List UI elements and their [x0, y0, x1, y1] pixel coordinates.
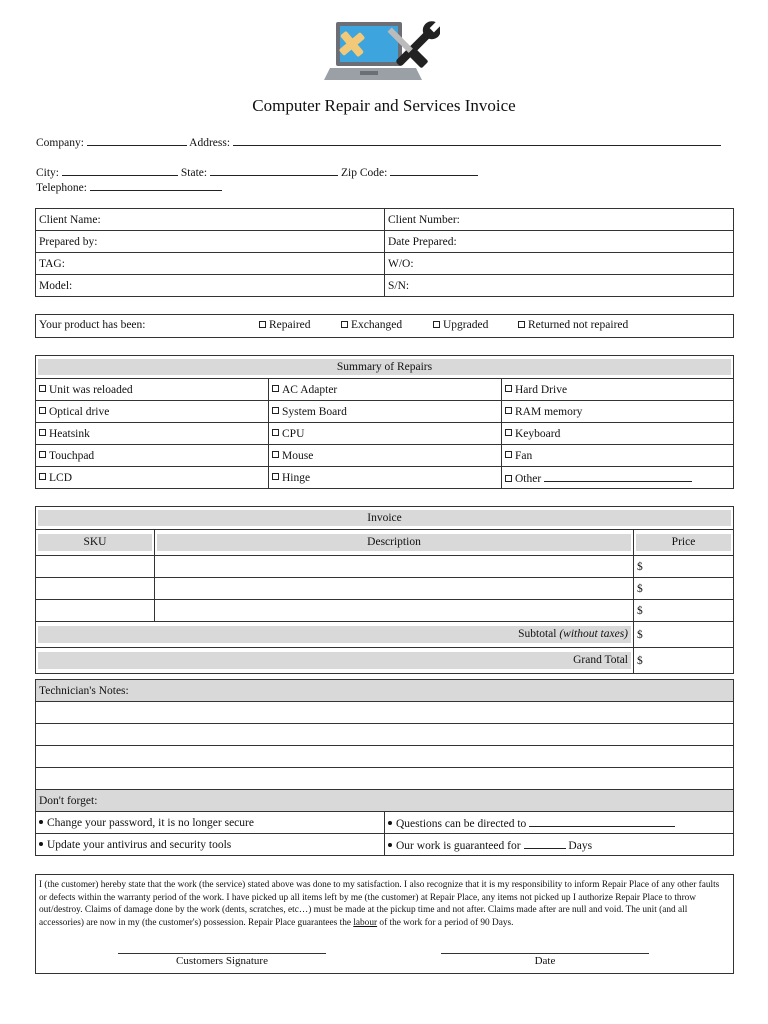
- technician-notes-table: [35, 679, 734, 856]
- table-row: [36, 556, 734, 578]
- table-row: [36, 790, 734, 812]
- summary-of-repairs-table: [35, 355, 734, 489]
- company-address-row: [36, 134, 721, 149]
- repair-ram-memory[interactable]: RAM memory: [502, 401, 734, 423]
- table-row: [36, 379, 734, 401]
- company-field[interactable]: [87, 134, 187, 146]
- checkbox-icon: [505, 385, 512, 392]
- date-line[interactable]: [441, 953, 649, 954]
- bullet-icon: [388, 821, 392, 825]
- repair-fan[interactable]: Fan: [502, 445, 734, 467]
- repair-hard-drive[interactable]: Hard Drive: [502, 379, 734, 401]
- table-row: [36, 209, 734, 231]
- dont-forget-heading: Don't forget:: [36, 790, 734, 812]
- zip-field[interactable]: [390, 164, 478, 176]
- address-field[interactable]: [233, 134, 721, 146]
- contact-field[interactable]: [529, 815, 675, 827]
- table-row: [36, 648, 734, 674]
- checkbox-icon: [39, 407, 46, 414]
- page-title: Computer Repair and Services Invoice: [252, 96, 516, 115]
- bullet-icon: [39, 820, 43, 824]
- repair-heatsink[interactable]: Heatsink: [36, 423, 269, 445]
- repair-lcd[interactable]: LCD: [36, 467, 269, 489]
- table-row: [36, 507, 734, 530]
- repair-optical-drive[interactable]: Optical drive: [36, 401, 269, 423]
- prepared-by-cell[interactable]: Prepared by:: [36, 231, 385, 253]
- grand-total-label: Grand Total: [38, 652, 631, 669]
- city-field[interactable]: [62, 164, 178, 176]
- checkbox-icon: [518, 321, 525, 328]
- price-header: Price: [636, 534, 731, 551]
- guarantee-days-field[interactable]: [524, 837, 566, 849]
- table-row: [36, 702, 734, 724]
- client-number-cell[interactable]: Client Number:: [385, 209, 734, 231]
- table-row: [36, 578, 734, 600]
- repair-system-board[interactable]: System Board: [269, 401, 502, 423]
- exchanged-option[interactable]: Exchanged: [341, 319, 402, 331]
- checkbox-icon: [39, 385, 46, 392]
- table-row: [36, 622, 734, 648]
- table-row: [36, 812, 734, 834]
- table-row: [36, 275, 734, 297]
- sn-cell[interactable]: S/N:: [385, 275, 734, 297]
- description-cell[interactable]: [155, 578, 634, 600]
- checkbox-icon: [505, 429, 512, 436]
- bullet-icon: [388, 843, 392, 847]
- repair-hinge[interactable]: Hinge: [269, 467, 502, 489]
- checkbox-icon: [272, 429, 279, 436]
- city-label: City:: [36, 167, 60, 179]
- client-info-table: [35, 208, 734, 297]
- table-row: [36, 530, 734, 556]
- repair-keyboard[interactable]: Keyboard: [502, 423, 734, 445]
- price-cell[interactable]: $: [634, 600, 734, 622]
- sku-cell[interactable]: [36, 578, 155, 600]
- repair-unit-reloaded[interactable]: Unit was reloaded: [36, 379, 269, 401]
- summary-heading: Summary of Repairs: [38, 359, 731, 375]
- checkbox-icon: [39, 451, 46, 458]
- company-label: Company:: [36, 137, 84, 149]
- bullet-icon: [39, 842, 43, 846]
- table-row: [36, 356, 734, 379]
- laptop-repair-logo-icon: [324, 18, 440, 84]
- checkbox-icon: [341, 321, 348, 328]
- notes-line[interactable]: [36, 746, 734, 768]
- wo-cell[interactable]: W/O:: [385, 253, 734, 275]
- price-cell[interactable]: $: [634, 578, 734, 600]
- reminder-antivirus: Update your antivirus and security tools: [36, 834, 385, 856]
- description-header: Description: [157, 534, 631, 551]
- sku-cell[interactable]: [36, 600, 155, 622]
- telephone-field[interactable]: [90, 179, 222, 191]
- checkbox-icon: [505, 451, 512, 458]
- reminder-password: Change your password, it is no longer secure: [36, 812, 385, 834]
- table-row: [36, 423, 734, 445]
- subtotal-label: Subtotal (without taxes): [38, 626, 631, 643]
- date-prepared-cell[interactable]: Date Prepared:: [385, 231, 734, 253]
- reminder-guarantee: Our work is guaranteed for Days: [385, 834, 734, 856]
- sku-header: SKU: [38, 534, 152, 551]
- returned-option[interactable]: Returned not repaired: [518, 319, 628, 331]
- address-label: Address:: [189, 137, 231, 149]
- reminder-questions: Questions can be directed to: [385, 812, 734, 834]
- technician-notes-heading: Technician's Notes:: [36, 680, 734, 702]
- invoice-table: [35, 506, 734, 674]
- repaired-option[interactable]: Repaired: [259, 319, 311, 331]
- telephone-row: [36, 179, 222, 194]
- checkbox-icon: [272, 407, 279, 414]
- signature-line[interactable]: [118, 953, 326, 954]
- model-cell[interactable]: Model:: [36, 275, 385, 297]
- checkbox-icon: [505, 407, 512, 414]
- table-row: [36, 680, 734, 702]
- subtotal-price-cell[interactable]: $: [634, 622, 734, 648]
- checkbox-icon: [505, 475, 512, 482]
- repair-ac-adapter[interactable]: AC Adapter: [269, 379, 502, 401]
- city-state-zip-row: [36, 164, 478, 179]
- table-row: [36, 401, 734, 423]
- state-field[interactable]: [210, 164, 338, 176]
- disclaimer-text: I (the customer) hereby state that the work (the service) stated above was done to my satisfaction. I also recognize that it is my responsibility to inform Repair Place of any other faults or defects within the warranty period of the work. I have picked up all items left by me (the customer) at Repair Place, any items not picked up I authorize Repair Place to throw out/destroy. Claims of damage done by the work (dents, scratches, etc…) must be made at the pickup time and not after. Claims made after are null and void. The unit (and all accessories) are now in my (the customer's) possession. Repair Place guarantees the labour of the work for a period of 90 Days.: [39, 880, 720, 928]
- date-label: Date: [534, 955, 556, 967]
- checkbox-icon: [272, 385, 279, 392]
- product-status-label: Your product has been:: [39, 319, 146, 331]
- table-row: [36, 253, 734, 275]
- table-row: [36, 600, 734, 622]
- description-cell[interactable]: [155, 600, 634, 622]
- labour-underlined: labour: [353, 917, 378, 928]
- other-field[interactable]: [544, 470, 692, 482]
- state-label: State:: [180, 167, 208, 179]
- table-row: [36, 724, 734, 746]
- disclaimer-box: [35, 874, 734, 974]
- sku-cell[interactable]: [36, 556, 155, 578]
- description-cell[interactable]: [155, 556, 634, 578]
- checkbox-icon: [272, 473, 279, 480]
- repair-other[interactable]: Other: [502, 467, 734, 489]
- repair-touchpad[interactable]: Touchpad: [36, 445, 269, 467]
- product-status-box: [35, 314, 734, 338]
- client-name-cell[interactable]: Client Name:: [36, 209, 385, 231]
- telephone-label: Telephone:: [36, 182, 87, 194]
- notes-line[interactable]: [36, 768, 734, 790]
- checkbox-icon: [272, 451, 279, 458]
- table-row: [36, 746, 734, 768]
- notes-line[interactable]: [36, 702, 734, 724]
- tag-cell[interactable]: TAG:: [36, 253, 385, 275]
- checkbox-icon: [39, 473, 46, 480]
- table-row: [36, 445, 734, 467]
- table-row: [36, 768, 734, 790]
- zip-label: Zip Code:: [340, 167, 388, 179]
- repair-cpu[interactable]: CPU: [269, 423, 502, 445]
- signature-label: Customers Signature: [176, 955, 268, 967]
- table-row: [36, 834, 734, 856]
- repair-mouse[interactable]: Mouse: [269, 445, 502, 467]
- subtotal-note: (without taxes): [559, 628, 628, 640]
- checkbox-icon: [259, 321, 266, 328]
- invoice-heading: Invoice: [38, 510, 731, 526]
- price-cell[interactable]: $: [634, 556, 734, 578]
- table-row: [36, 467, 734, 489]
- notes-line[interactable]: [36, 724, 734, 746]
- checkbox-icon: [39, 429, 46, 436]
- upgraded-option[interactable]: Upgraded: [433, 319, 488, 331]
- table-row: [36, 231, 734, 253]
- checkbox-icon: [433, 321, 440, 328]
- grand-total-price-cell[interactable]: $: [634, 648, 734, 674]
